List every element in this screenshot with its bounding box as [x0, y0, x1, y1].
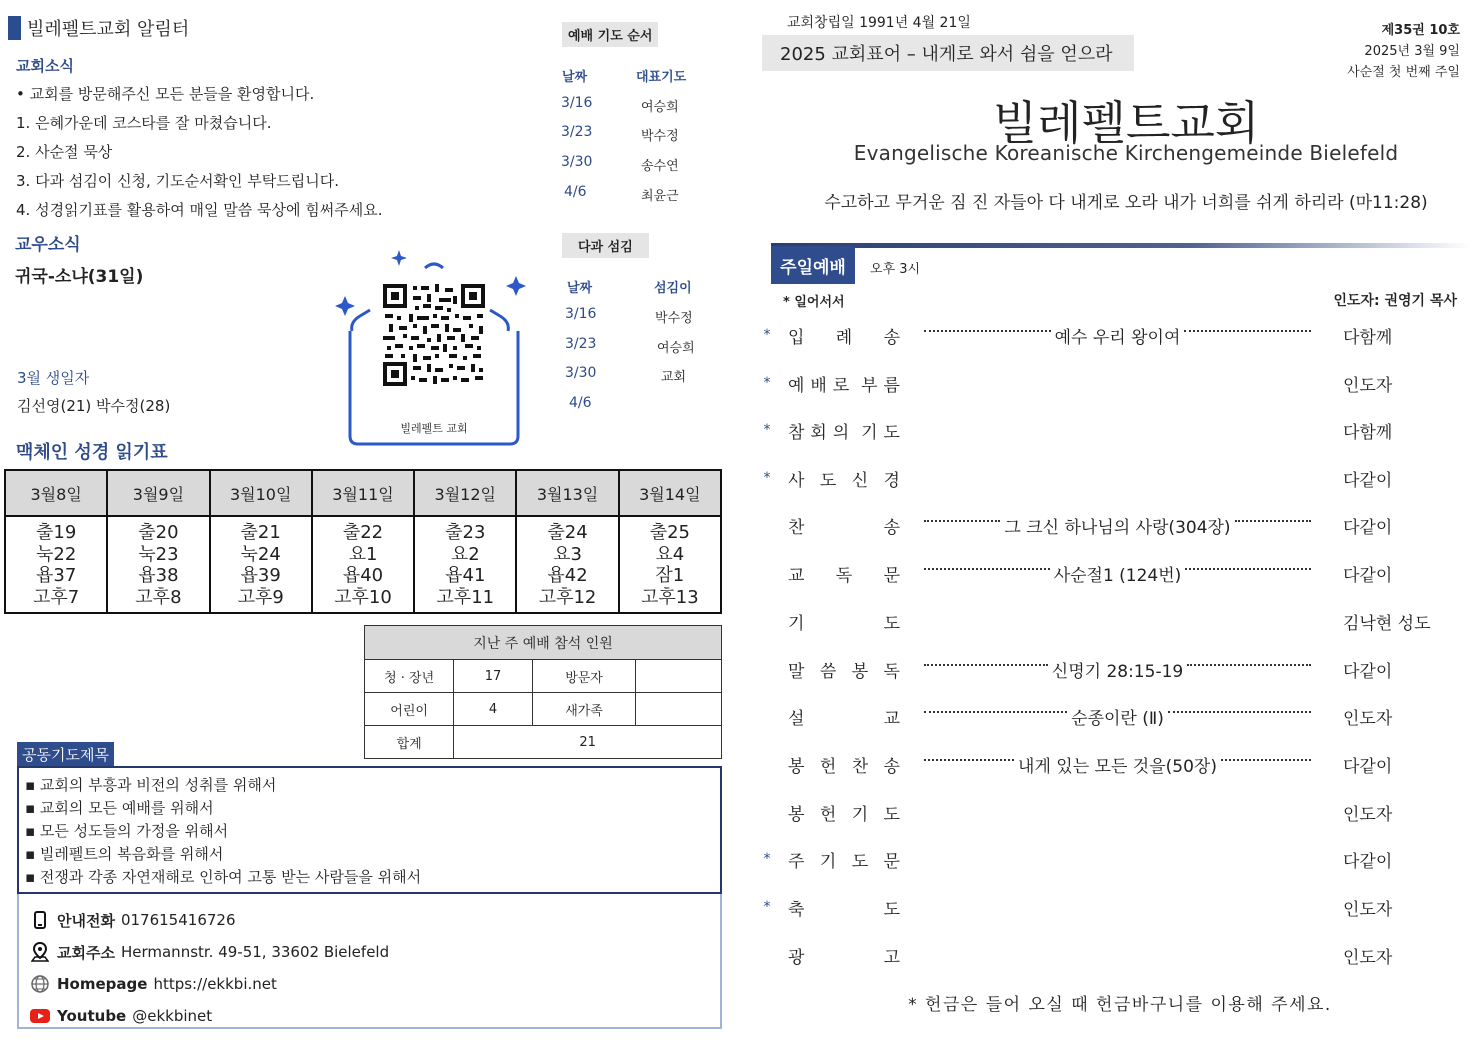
order-item-char: 입	[788, 327, 805, 348]
order-item-char: 도	[883, 613, 900, 634]
reading-plan-table	[4, 469, 722, 614]
list-item: ▪ 빌레펠트의 복음화를 위해서	[25, 845, 224, 863]
phone-label: 안내전화	[57, 911, 115, 930]
leader-dots	[924, 711, 1067, 713]
order-item-char: 교	[883, 708, 900, 729]
reading-day-header: 3월10일	[210, 470, 312, 516]
order-item-char: 송	[883, 517, 900, 538]
order-item-char: 경	[883, 470, 900, 491]
table-row	[365, 726, 722, 759]
section-title-text: 빌레펠트교회 알림터	[27, 19, 190, 40]
order-item-char: 문	[883, 565, 900, 586]
prayer-date: 4/6	[564, 184, 587, 200]
contact-box	[17, 894, 722, 1029]
order-item-content	[920, 561, 1315, 586]
snack-date: 3/16	[565, 306, 597, 322]
list-item: 2. 사순절 묵상	[16, 143, 113, 161]
reading-cell: 출19 눅22 욥37 고후7	[5, 516, 107, 613]
worship-order-row	[755, 558, 1455, 588]
offering-note: * 헌금은 들어 오실 때 헌금바구니를 이용해 주세요.	[908, 995, 1332, 1015]
attendance-label: 청 · 장년	[365, 660, 454, 693]
order-item-char: 독	[883, 661, 900, 682]
bulletin-section-title	[8, 16, 189, 40]
order-item-char: 교	[788, 565, 805, 586]
snack-name: 박수정	[655, 311, 693, 326]
title-accent-bar	[8, 16, 21, 40]
order-item-char: 봉	[788, 756, 805, 777]
order-item-char: 기	[851, 804, 869, 825]
worship-order-row	[755, 606, 1455, 636]
issue-info	[1347, 20, 1460, 83]
prayer-name: 여승희	[641, 100, 679, 115]
homepage-link[interactable]: https://ekkbi.net	[153, 975, 277, 993]
table-row	[365, 693, 722, 726]
snack-order-date-header: 날짜	[567, 281, 593, 296]
order-item-char: 부	[861, 375, 878, 396]
order-item-performer: 인도자	[1343, 375, 1393, 396]
attendance-value	[636, 660, 722, 693]
snack-date: 3/23	[565, 336, 597, 352]
liturgical-week: 사순절 첫 번째 주일	[1347, 65, 1460, 80]
worship-time: 오후 3시	[870, 262, 921, 277]
order-item-char: 주	[788, 851, 805, 872]
order-item-detail: 사순절1 (124번)	[1053, 565, 1182, 586]
prayer-name: 송수연	[641, 159, 679, 174]
worship-order-row	[755, 940, 1455, 970]
worship-order-row	[755, 844, 1455, 874]
table-row	[365, 660, 722, 693]
founding-date: 교회창립일 1991년 4월 21일	[787, 15, 971, 31]
attendance-title: 지난 주 예배 참석 인원	[365, 626, 722, 660]
order-item-content	[920, 954, 1315, 956]
contact-youtube	[27, 1000, 712, 1032]
leader-dots	[1187, 664, 1311, 666]
leader-dots	[924, 759, 1014, 761]
snack-order-title: 다과 섬김	[562, 233, 649, 258]
worship-divider	[771, 243, 1471, 248]
order-item-content	[920, 906, 1315, 908]
order-item-content	[920, 752, 1315, 777]
order-item-performer: 다함께	[1343, 422, 1393, 443]
reading-cell: 출25 요4 잠1 고후13	[619, 516, 721, 613]
list-item: ▪ 교회의 부흥과 비전의 성취를 위해서	[25, 776, 277, 794]
order-item-performer: 다같이	[1343, 517, 1393, 538]
order-item-name	[788, 895, 900, 920]
attendance-table	[364, 625, 722, 759]
leader-dots	[924, 664, 1048, 666]
leader-dots	[924, 568, 1050, 570]
order-item-name	[788, 513, 900, 538]
qr-label: 빌레펠트 교회	[400, 422, 468, 435]
worship-order-row	[755, 415, 1455, 445]
order-item-char: 예	[788, 375, 805, 396]
order-item-char: 도	[851, 851, 869, 872]
order-item-char: 헌	[819, 756, 837, 777]
order-item-name	[788, 609, 900, 634]
standing-marker: *	[763, 470, 771, 486]
order-item-char: 찬	[788, 517, 805, 538]
order-item-char: 신	[851, 470, 869, 491]
qr-code-frame[interactable]	[330, 246, 530, 451]
order-item-char: 의	[832, 422, 850, 443]
list-item: ▪ 모든 성도들의 가정을 위해서	[25, 822, 229, 840]
church-name-german: Evangelische Koreanische Kirchengemeinde Bielefeld	[853, 141, 1399, 165]
attendance-value	[636, 693, 722, 726]
order-item-char: 말	[788, 661, 805, 682]
leader-dots	[1185, 568, 1311, 570]
order-item-char: 송	[883, 756, 900, 777]
order-item-detail: 내게 있는 모든 것을(50장)	[1018, 756, 1217, 777]
news-heading: 교회소식	[16, 57, 74, 75]
standing-marker: *	[763, 422, 771, 438]
church-motto: 2025 교회표어 – 내게로 와서 쉼을 얻으라	[762, 35, 1134, 71]
common-prayer-tab: 공동기도제목	[17, 742, 114, 766]
order-item-char: 독	[835, 565, 853, 586]
prayer-name: 박수정	[641, 129, 679, 144]
order-item-char: 배	[810, 375, 827, 396]
leader-dots	[924, 330, 1051, 332]
order-item-name	[788, 704, 900, 729]
youtube-label: Youtube	[57, 1007, 127, 1025]
order-item-char: 기	[819, 851, 837, 872]
youtube-handle[interactable]: @ekkbinet	[132, 1007, 213, 1025]
birthday-names: 김선영(21) 박수정(28)	[17, 397, 171, 415]
order-item-performer: 김낙현 성도	[1343, 613, 1431, 634]
order-item-performer: 다같이	[1343, 661, 1393, 682]
reading-day-header: 3월12일	[414, 470, 516, 516]
order-item-name	[788, 847, 900, 872]
order-item-performer: 인도자	[1343, 899, 1393, 920]
order-item-name	[788, 561, 900, 586]
youtube-icon	[27, 1009, 53, 1023]
order-item-content	[920, 620, 1315, 622]
order-item-name	[788, 323, 900, 348]
prayer-order-title: 예배 기도 순서	[562, 22, 658, 47]
contact-phone	[27, 904, 712, 936]
order-item-performer: 다같이	[1343, 851, 1393, 872]
qr-code-icon	[383, 284, 485, 386]
reading-day-header: 3월14일	[619, 470, 721, 516]
map-pin-icon	[27, 942, 53, 962]
order-item-performer: 다같이	[1343, 756, 1393, 777]
snack-name: 교회	[661, 370, 687, 385]
order-item-char: 름	[883, 375, 900, 396]
prayer-order-date-header: 날짜	[562, 70, 588, 85]
snack-name: 여승희	[657, 341, 695, 356]
order-item-name	[788, 418, 900, 443]
order-item-performer: 다같이	[1343, 565, 1393, 586]
order-item-char: 도	[883, 804, 900, 825]
order-item-performer: 다같이	[1343, 470, 1393, 491]
order-item-name	[788, 371, 900, 396]
church-name: 빌레펠트교회	[992, 96, 1260, 150]
snack-order-name-header: 섬김이	[654, 281, 692, 296]
members-news: 귀국-소냐(31일)	[15, 267, 144, 287]
order-item-char: 고	[883, 947, 900, 968]
order-item-char: 축	[788, 899, 805, 920]
attendance-label: 합계	[365, 726, 454, 759]
reading-day-header: 3월11일	[312, 470, 414, 516]
prayer-date: 3/23	[561, 124, 593, 140]
standing-marker: *	[763, 899, 771, 915]
order-item-detail: 신명기 28:15-19	[1051, 661, 1184, 682]
order-item-content	[920, 657, 1315, 682]
issue-number: 제35권 10호	[1381, 23, 1460, 38]
snack-date: 3/30	[565, 365, 597, 381]
order-item-char: 문	[883, 851, 900, 872]
leader-dots	[1184, 330, 1311, 332]
list-item: 3. 다과 섬김이 신청, 기도순서확인 부탁드립니다.	[16, 172, 339, 190]
order-item-char: 광	[788, 947, 805, 968]
attendance-value: 21	[454, 726, 722, 759]
order-item-name	[788, 466, 900, 491]
order-item-char: 헌	[819, 804, 837, 825]
order-item-content	[920, 477, 1315, 479]
order-item-name	[788, 752, 900, 777]
address-label: 교회주소	[57, 943, 115, 962]
order-item-char: 기	[788, 613, 805, 634]
snack-date: 4/6	[569, 395, 592, 411]
phone-icon	[27, 911, 53, 929]
order-item-char: 참	[788, 422, 805, 443]
worship-order-row	[755, 463, 1455, 493]
list-item: 4. 성경읽기표를 활용하여 매일 말씀 묵상에 힘써주세요.	[16, 201, 383, 219]
reading-cell: 출20 눅23 욥38 고후8	[107, 516, 209, 613]
members-heading: 교우소식	[15, 235, 81, 255]
table-row	[5, 470, 721, 516]
prayer-order-name-header: 대표기도	[636, 70, 687, 85]
order-item-char: 로	[832, 375, 850, 396]
worship-order-row	[755, 892, 1455, 922]
contact-homepage	[27, 968, 712, 1000]
order-item-char: 송	[883, 327, 900, 348]
stand-note: * 일어서서	[783, 295, 845, 310]
attendance-value: 4	[454, 693, 533, 726]
order-item-content	[920, 513, 1315, 538]
order-item-performer: 다함께	[1343, 327, 1393, 348]
table-row	[5, 516, 721, 613]
reading-day-header: 3월13일	[516, 470, 618, 516]
attendance-value: 17	[454, 660, 533, 693]
order-item-detail: 그 크신 하나님의 사랑(304장)	[1004, 517, 1231, 538]
leader-dots	[1168, 711, 1311, 713]
news-list	[16, 80, 382, 225]
order-item-char: 도	[819, 470, 837, 491]
attendance-label: 어린이	[365, 693, 454, 726]
order-item-content	[920, 382, 1315, 384]
worship-order-row	[755, 797, 1455, 827]
leader-dots	[1221, 759, 1311, 761]
worship-order-row	[755, 654, 1455, 684]
order-item-name	[788, 657, 900, 682]
leader-dots	[1235, 520, 1311, 522]
prayer-name: 최윤근	[641, 189, 679, 204]
worship-order-row	[755, 510, 1455, 540]
order-item-char: 봉	[851, 661, 869, 682]
table-row	[365, 626, 722, 660]
order-item-char: 설	[788, 708, 805, 729]
contact-address	[27, 936, 712, 968]
reading-cell: 출24 요3 욥42 고후12	[516, 516, 618, 613]
order-item-content	[920, 323, 1315, 348]
standing-marker: *	[763, 851, 771, 867]
list-item: ▪ 전쟁과 각종 자연재해로 인하여 고통 받는 사람들을 위해서	[25, 868, 422, 886]
birthdays-heading: 3월 생일자	[17, 369, 90, 387]
order-item-name	[788, 943, 900, 968]
order-item-detail: 순종이란 (Ⅱ)	[1071, 708, 1164, 729]
worship-order-row	[755, 749, 1455, 779]
prayer-date: 3/16	[561, 95, 593, 111]
prayer-date: 3/30	[561, 154, 593, 170]
order-item-char: 도	[883, 422, 900, 443]
attendance-label: 방문자	[532, 660, 636, 693]
order-item-char: 씀	[819, 661, 837, 682]
leader-dots	[924, 520, 1000, 522]
worship-order-row	[755, 320, 1455, 350]
list-item: ▪ 교회의 모든 예배를 위해서	[25, 799, 214, 817]
reading-day-header: 3월8일	[5, 470, 107, 516]
order-item-char: 회	[810, 422, 827, 443]
reading-plan-heading: 맥체인 성경 읽기표	[16, 442, 168, 463]
order-item-performer: 인도자	[1343, 708, 1393, 729]
worship-tab: 주일예배	[771, 246, 855, 284]
globe-icon	[27, 974, 53, 994]
order-item-char: 찬	[851, 756, 869, 777]
reading-cell: 출23 요2 욥41 고후11	[414, 516, 516, 613]
standing-marker: *	[763, 327, 771, 343]
order-item-content	[920, 811, 1315, 813]
worship-order-row	[755, 701, 1455, 731]
homepage-label: Homepage	[57, 975, 148, 993]
bible-verse: 수고하고 무거운 짐 진 자들아 다 내게로 오라 내가 너희를 쉬게 하리라 (마11:28)	[824, 193, 1428, 213]
list-item: • 교회를 방문해주신 모든 분들을 환영합니다.	[16, 85, 315, 103]
order-item-content	[920, 429, 1315, 431]
reading-day-header: 3월9일	[107, 470, 209, 516]
order-item-performer: 인도자	[1343, 804, 1393, 825]
common-prayer-list	[17, 766, 722, 894]
worship-order-row	[755, 368, 1455, 398]
order-item-char: 도	[883, 899, 900, 920]
address-text: Hermannstr. 49-51, 33602 Bielefeld	[120, 943, 390, 961]
order-item-name	[788, 800, 900, 825]
standing-marker: *	[763, 375, 771, 391]
order-item-content	[920, 858, 1315, 860]
attendance-label: 새가족	[532, 693, 636, 726]
phone-number[interactable]: 017615416726	[120, 911, 236, 929]
order-item-content	[920, 704, 1315, 729]
worship-leader: 인도자: 권영기 목사	[1333, 293, 1457, 309]
order-item-char: 기	[861, 422, 878, 443]
order-item-char: 례	[835, 327, 853, 348]
order-item-char: 봉	[788, 804, 805, 825]
order-item-detail: 예수 우리 왕이여	[1054, 327, 1181, 348]
issue-date: 2025년 3월 9일	[1364, 44, 1460, 59]
reading-cell: 출22 요1 욥40 고후10	[312, 516, 414, 613]
reading-cell: 출21 눅24 욥39 고후9	[210, 516, 312, 613]
order-item-performer: 인도자	[1343, 947, 1393, 968]
list-item: 1. 은혜가운데 코스타를 잘 마쳤습니다.	[16, 114, 272, 132]
order-item-char: 사	[788, 470, 805, 491]
